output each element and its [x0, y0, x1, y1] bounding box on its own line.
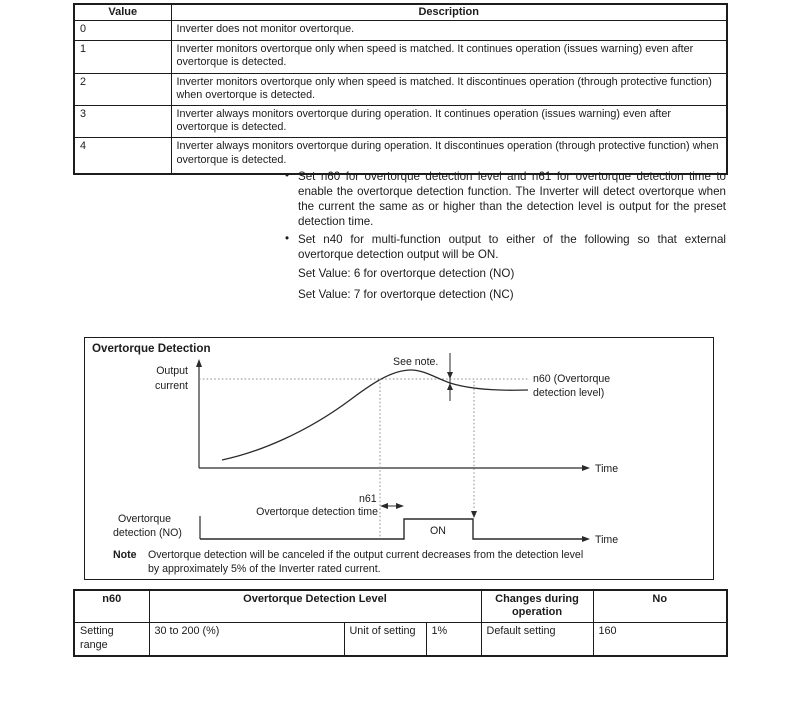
description-cell: Inverter monitors overtorque only when speed is matched. It discontinues operation (through protective function) when overtorque is detected. — [171, 73, 727, 105]
default-value-cell: 160 — [593, 623, 727, 656]
description-cell: Inverter monitors overtorque only when speed is matched. It continues operation (issues warning) even after overtorque is detected. — [171, 41, 727, 73]
n61-label: n61 — [359, 493, 377, 505]
cancel-down-arrow-icon — [471, 511, 477, 518]
list-item — [285, 169, 726, 229]
bullet-text: Set n40 for multi-function output to either of the following so that external overtorque detection output will be ON. — [298, 233, 726, 261]
detection-no-label-line1: Overtorque — [118, 513, 171, 525]
unit-value-cell: 1% — [426, 623, 481, 656]
note-text-line1: Overtorque detection will be canceled if the output current decreases from the detection level — [148, 549, 584, 561]
overtorque-diagram — [85, 338, 712, 577]
set-value-no-line: Set Value: 6 for overtorque detection (NO) — [298, 267, 515, 280]
output-current-curve — [222, 370, 528, 460]
output-current-label-line1: Output — [156, 365, 188, 377]
description-cell: Inverter always monitors overtorque during operation. It discontinues operation (through protective function) when overtorque is detected. — [171, 138, 727, 175]
detection-no-label-line2: detection (NO) — [113, 527, 182, 539]
note-text-line2: by approximately 5% of the Inverter rated current. — [148, 563, 381, 575]
bullet-icon: • — [285, 232, 290, 245]
parameter-header-row — [74, 590, 727, 623]
n60-label-line2: detection level) — [533, 387, 605, 399]
value-cell: 1 — [74, 41, 171, 73]
set-value-nc-line: Set Value: 7 for overtorque detection (NC) — [298, 288, 514, 301]
changes-during-operation-header: Changes during operation — [481, 590, 593, 623]
n61-right-arrow-icon — [396, 503, 404, 509]
y-axis-arrow-icon — [196, 359, 202, 367]
table-header-row — [74, 4, 727, 21]
parameter-data-row — [74, 623, 727, 656]
table-row — [74, 41, 727, 73]
figure-title: Overtorque Detection — [92, 342, 211, 355]
x-axis-upper-arrow-icon — [582, 465, 590, 471]
bullet-icon: • — [285, 169, 290, 182]
setting-range-value-cell: 30 to 200 (%) — [149, 623, 344, 656]
list-item — [285, 232, 726, 262]
n60-label-line1: n60 (Overtorque — [533, 373, 611, 385]
see-note-label: See note. — [393, 356, 439, 368]
detection-output-pulse — [200, 519, 584, 539]
bullet-text: Set n60 for overtorque detection level and n61 for overtorque detection time to enable the overtorque detection function. The Inverter will detect overtorque when the current the same as or higher than the detection level is output for the preset detection time. — [298, 170, 726, 228]
bullet-list — [285, 169, 726, 302]
setting-range-label-cell: Setting range — [74, 623, 149, 656]
default-label-cell: Default setting — [481, 623, 593, 656]
n60-parameter-table — [73, 589, 728, 657]
no-header: No — [593, 590, 727, 623]
unit-label-cell: Unit of setting — [344, 623, 426, 656]
value-cell: 2 — [74, 73, 171, 105]
value-cell: 4 — [74, 138, 171, 175]
detection-time-label: Overtorque detection time — [256, 506, 378, 518]
table-row — [74, 106, 727, 138]
output-current-label-line2: current — [155, 380, 188, 392]
x-axis-lower-arrow-icon — [582, 536, 590, 542]
table-row — [74, 73, 727, 105]
value-description-table — [73, 3, 728, 175]
overtorque-detection-figure — [84, 337, 714, 580]
description-cell: Inverter always monitors overtorque during operation. It continues operation (issues warning) even after overtorque is detected. — [171, 106, 727, 138]
value-cell: 0 — [74, 21, 171, 41]
time-label-upper: Time — [595, 463, 619, 475]
time-label-lower: Time — [595, 534, 619, 546]
col-header-value: Value — [74, 4, 171, 21]
description-cell: Inverter does not monitor overtorque. — [171, 21, 727, 41]
value-cell: 3 — [74, 106, 171, 138]
note-label: Note — [113, 549, 137, 561]
param-name-cell: Overtorque Detection Level — [149, 590, 481, 623]
n61-left-arrow-icon — [380, 503, 388, 509]
table-row — [74, 21, 727, 41]
hysteresis-down-arrow-icon — [447, 372, 453, 379]
param-number-cell: n60 — [74, 590, 149, 623]
on-label: ON — [430, 525, 446, 537]
col-header-description: Description — [171, 4, 727, 21]
